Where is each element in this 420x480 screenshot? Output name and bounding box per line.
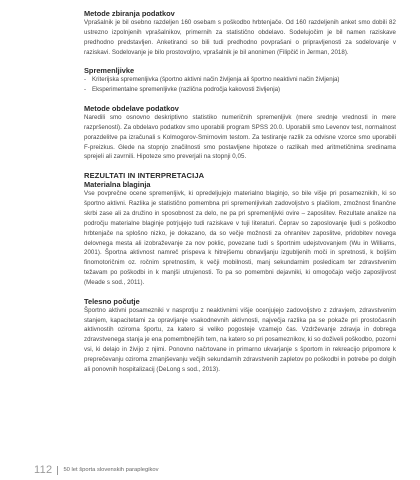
footer-divider	[57, 466, 58, 475]
section-heading-data-processing: Metode obdelave podatkov	[84, 104, 179, 114]
text-column	[84, 9, 396, 375]
section-heading-variables: Spremenljivke	[84, 66, 135, 76]
subsection-paragraph-material-wellbeing: Vse povprečne ocene spremenljivk, ki opredeljujejo materialno blaginjo, so bile višje pri posameznikih, ki so športno aktivni. Razlika je statistično pomembna pri spremenljivkah zadovoljstvo s plačilom, zmožnost finančne skrbi zase ali za družino in sposobnost za delo, ne pa pri spremenljivki ovire – zaposlitev. Rezultate analize na področju materialne blaginje potrjujejo tudi raziskave v tuji literaturi. Čeprav so zaposlovanje ljudi s poškodbo hrbtenjače na splošno nizko, je dokazano, da so večje možnosti za ohranitev zaposlitve, pridobitev novega delovnega mesta ali izobraževanje za nov poklic, povezane tudi s športnim udejstvovanjem (Wu in Williams, 2001). Športna aktivnost namreč prispeva k hitrejšemu obnavljanju izgubljenih moči in spretnosti, k boljšim finomotoričnim oz. ročnim spretnostim, k večji mobilnosti, manj sekundarnim posledicam ter zdravstvenim težavam po poškodbi in k manjši utrujenosti. To pa so pomembni dejavniki, ki omogočajo večjo zaposljivost (Meade s sod., 2011).	[84, 190, 396, 286]
section-paragraph-data-collection: Vprašalnik je bil osebno razdeljen 160 osebam s poškodbo hrbtenjače. Od 160 razdeljenih anket smo dobili 82 ustrezno izpolnjenih vprašalnikov, primernih za statistično obdelavo. Sodelujočim je bil namen raziskave predhodno predstavljen. Anketiranci so bili tudi predhodno povprašani o pripravljenosti za sodelovanje v raziskavi. Sodelovanje je bilo prostovoljno, vprašalnik je bil anonimen (Filipčič in Jerman, 2018).	[84, 19, 396, 56]
list-item	[84, 75, 396, 85]
results-heading: REZULTATI IN INTERPRETACIJA	[84, 171, 205, 181]
dash-bullet: -	[84, 86, 87, 94]
subsection-paragraph-physical-wellbeing: Športno aktivni posamezniki v nasprotju z neaktivnimi višje ocenjujejo zadovoljstvo z zdravjem, zdravstvenim stanjem, kapacitetami za opravljanje vsakodnevnih aktivnosti, največja razlika pa se pokaže pri prostočasnih aktivnostih oziroma športu, za katero si veliko pogosteje vzamejo čas. Vzdrževanje zdravja in dobrega zdravstvenega stanja je ena pomembnejših tem, na katero so pri posameznikov, ki so doživeli poškodbo, pozorni vsi, ki delajo in živijo z njimi. Ponovno načrtovane in primarno ukvarjanje s športom in rekreacijo pripomore k preprečevanju oziroma zmanjševanju večjih sekundarnih zdravstvenih zapletov po poškodbi in potrebe po dolgih ali ponovnih hospitalizacij (DeLong s sod., 2013).	[84, 306, 396, 373]
page-number: 112	[34, 464, 53, 476]
page-footer	[34, 464, 159, 476]
variables-list	[84, 75, 396, 95]
section-heading-data-collection: Metode zbiranja podatkov	[84, 9, 175, 18]
dash-bullet: -	[84, 76, 87, 84]
subsection-heading-physical-wellbeing: Telesno počutje	[84, 296, 140, 306]
list-item	[84, 85, 396, 95]
list-item-text: Eksperimentalne spremenljivke (različna področja kakovosti življenja)	[92, 86, 281, 94]
subsection-heading-material-wellbeing: Materialna blaginja	[84, 180, 151, 190]
book-title: 50 let športa slovenskih paraplegikov	[63, 467, 159, 473]
list-item-text: Kriterijska spremenljivka (športno aktivni način življenja ali športno neaktivni način življenja)	[92, 76, 340, 84]
section-paragraph-data-processing: Naredili smo osnovno deskriptivno statistiko numeričnih spremenljivk (mere srednje vrednosti in mere razpršenosti). Za obdelavo podatkov smo uporabili program SPSS 20.0. Uporabili smo Levenov test, normalnost porazdelitve pa izračunali s Kolmogorov-Smirnovim testom. Za testiranje razlik za odvisne vzorce smo uporabili F-preizkus. Glede na stopnjo značilnosti smo postavljene hipoteze o razlikah med aritmetičnima sredinama sprejeli ali zavrnili. Hipoteze smo preverjali na stopnji 0,05.	[84, 114, 396, 161]
